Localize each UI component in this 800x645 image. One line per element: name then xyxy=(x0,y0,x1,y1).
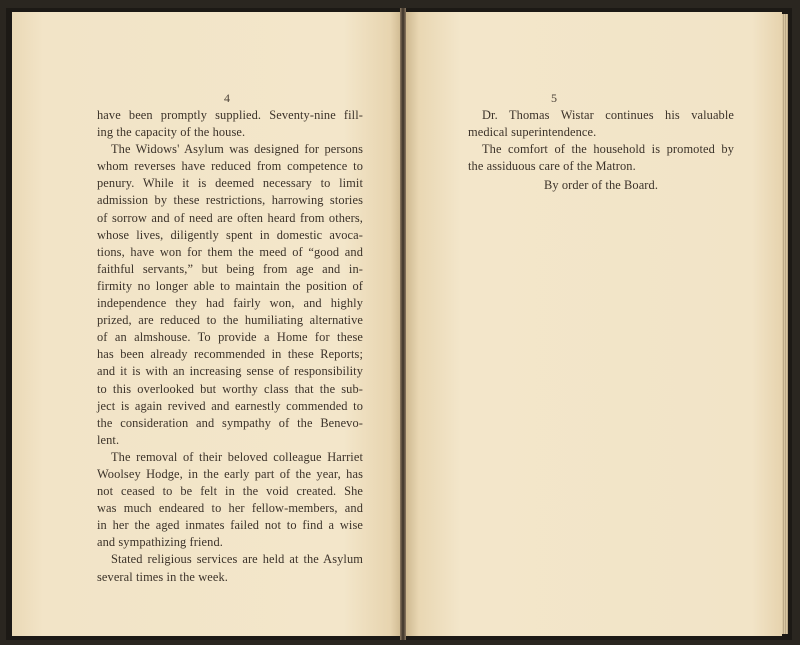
text-line: in her the aged inmates failed not to find a wise xyxy=(97,518,363,533)
text-line: of sorrow and of need are often heard from others, xyxy=(97,210,363,225)
text-line: several times in the week. xyxy=(97,569,228,584)
text-line: to this overlooked but worthy class that the sub- xyxy=(97,381,363,396)
text-line: was much endeared to her fellow-members, and xyxy=(97,501,363,516)
signoff-line: By order of the Board. xyxy=(543,178,659,192)
text-line: not ceased to be felt in the void created. She xyxy=(97,484,363,499)
text-line: of an almshouse. To provide a Home for these xyxy=(97,330,363,345)
text-line: the consideration and sympathy of the Benevo- xyxy=(97,415,363,430)
text-line: lent. xyxy=(97,432,120,447)
text-line: whom reverses have reduced from competence to xyxy=(97,159,363,174)
right-page-number: 5 xyxy=(551,91,557,105)
right-page-body xyxy=(468,107,734,175)
left-page-number: 4 xyxy=(224,91,230,105)
text-line: have been promptly supplied. Seventy-nine fill- xyxy=(97,108,363,122)
left-page-body xyxy=(97,107,363,586)
text-line: admission by these restrictions, harrowing stories xyxy=(97,193,363,208)
text-line: Stated religious services are held at the Asylum xyxy=(111,552,363,567)
text-line: faithful servants,” but being from age and in- xyxy=(97,261,363,276)
text-line: The comfort of the household is promoted by xyxy=(482,142,734,157)
text-line: and it is with an increasing sense of responsibility xyxy=(97,364,363,379)
text-line: has been already recommended in these Reports; xyxy=(97,347,363,362)
text-line: ject is again revived and earnestly commended to xyxy=(97,398,363,413)
text-line: the assiduous care of the Matron. xyxy=(468,159,636,174)
text-line: prized, are reduced to the humiliating alternative xyxy=(97,313,363,328)
text-line: Dr. Thomas Wistar continues his valuable xyxy=(482,108,734,122)
text-line: The removal of their beloved colleague Harriet xyxy=(111,449,363,464)
text-line: penury. While it is deemed necessary to limit xyxy=(97,176,363,191)
text-line: and sympathizing friend. xyxy=(97,535,223,550)
page-edges xyxy=(782,14,788,634)
text-line: independence they had fairly won, and highly xyxy=(97,296,363,311)
text-line: tions, have won for them the meed of “good and xyxy=(97,244,363,259)
text-line: firmity no longer able to maintain the position of xyxy=(97,278,363,293)
text-line: Woolsey Hodge, in the early part of the year, has xyxy=(97,466,363,481)
text-line: The Widows' Asylum was designed for persons xyxy=(111,142,363,157)
text-line: whose lives, diligently spent in domestic avoca- xyxy=(97,227,363,242)
text-line: ing the capacity of the house. xyxy=(97,125,246,140)
right-page xyxy=(404,12,782,636)
text-line: medical superintendence. xyxy=(468,125,597,140)
book-gutter xyxy=(400,8,406,640)
